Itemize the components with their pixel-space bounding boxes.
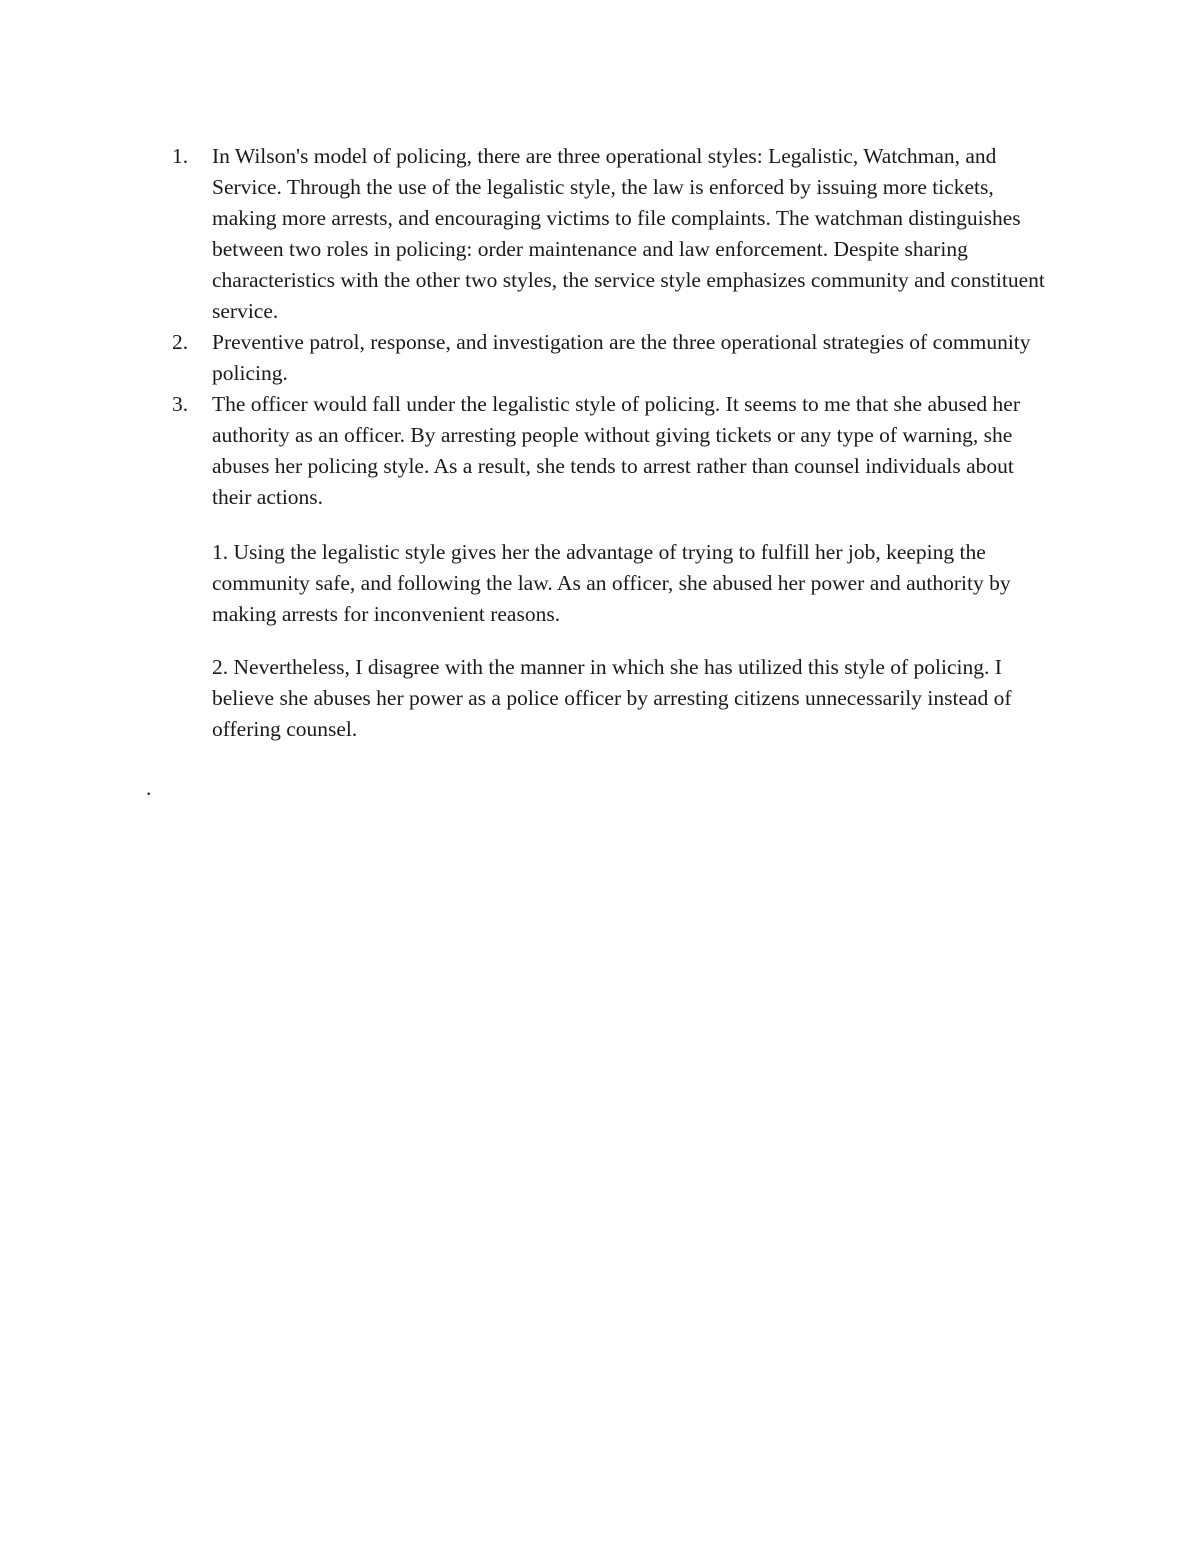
list-item-3 <box>172 389 1052 513</box>
list-item-1-text: In Wilson's model of policing, there are three operational styles: Legalistic, Watchman, and Service. Through the use of the legalistic style, the law is enforced by issuing more tickets, making more arrests, and encouraging victims to file complaints. The watchman distinguishes between two roles in policing: order maintenance and law enforcement. Despite sharing characteristics with the other two styles, the service style emphasizes community and constituent service. <box>212 144 1045 323</box>
sub-paragraph-2: 2. Nevertheless, I disagree with the manner in which she has utilized this style of policing. I believe she abuses her power as a police officer by arresting citizens unnecessarily instead of offering counsel. <box>212 655 1012 741</box>
document-body <box>172 141 1052 745</box>
list-item-1 <box>172 141 1052 327</box>
list-number-2: 2. <box>172 330 189 354</box>
trailing-period-mark: . <box>146 776 152 800</box>
list-item-2-text: Preventive patrol, response, and investigation are the three operational strategies of community policing. <box>212 330 1031 385</box>
list-item-3-text: The officer would fall under the legalistic style of policing. It seems to me that she abused her authority as an officer. By arresting people without giving tickets or any type of warning, she abuses her policing style. As a result, she tends to arrest rather than counsel individuals about their actions. <box>212 392 1021 509</box>
list-number-3: 3. <box>172 392 189 416</box>
sub-paragraph-1: 1. Using the legalistic style gives her the advantage of trying to fulfill her job, keeping the community safe, and following the law. As an officer, she abused her power and authority by making arrests for inconvenient reasons. <box>212 540 1011 626</box>
list-number-1: 1. <box>172 144 189 168</box>
list-item-2 <box>172 327 1052 389</box>
